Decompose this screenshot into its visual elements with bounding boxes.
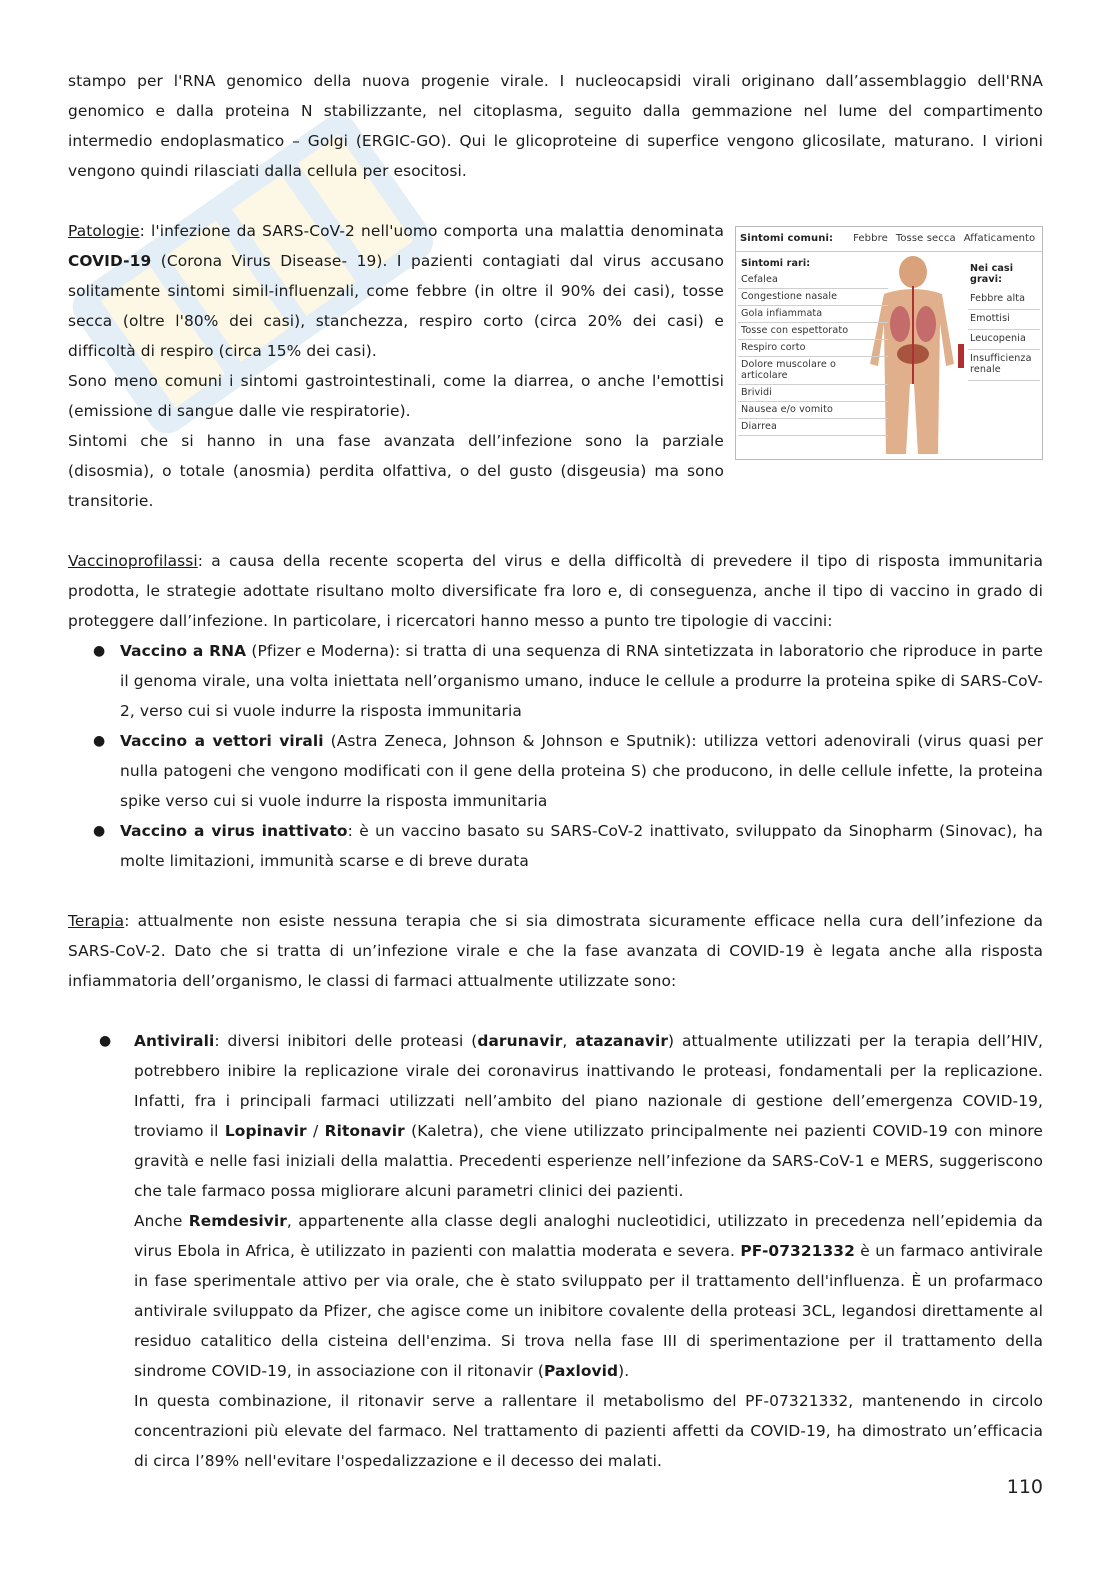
severe-symptoms-list: Nei casi gravi: Febbre alta Emottisi Leucopenia Insufficienza renale: [968, 260, 1040, 381]
rare-symptoms-list: Sintomi rari: Cefalea Congestione nasale Gola infiammata Tosse con espettorato Respiro corto Dolore muscolare o articolare Brividi Nausea e/o vomito Diarrea: [738, 256, 888, 436]
page-number: 110: [1006, 1476, 1043, 1498]
intro-paragraph: stampo per l'RNA genomico della nuova progenie virale. I nucleocapsidi virali originano dall’assemblaggio dell'RNA genomico e dalla proteina N stabilizzante, nel citoplasma, seguito dalla gemmazione nel lume del compartimento intermedio endoplasmatico – Golgi (ERGIC-GO). Qui le glicoproteine di superfice vengono glicosilate, maturano. I virioni vengono quindi rilasciati dalla cellula per esocitosi.: [68, 72, 1043, 180]
vaccino-paragraph: Vaccinoprofilassi: a causa della recente scoperta del virus e della difficoltà di prevedere il tipo di risposta immunitaria prodotta, le strategie adottate risultano molto diversificate fra loro e, di conseguenza, anche il tipo di vaccino in grado di proteggere dall’infezione. In particolare, i ricercatori hanno messo a punto tre tipologie di vaccini:: [68, 552, 1043, 630]
list-item: ● Vaccino a RNA (Pfizer e Moderna): si tratta di una sequenza di RNA sintetizzata in laboratorio che riproduce in parte il genoma virale, una volta iniettata nell’organismo umano, induce le cellule a produrre la proteina spike di SARS-CoV-2, verso cui si vuole indurre la risposta immunitaria: [93, 642, 1044, 720]
list-item: ● Vaccino a vettori virali (Astra Zeneca, Johnson & Johnson e Sputnik): utilizza vettori adenovirali (virus quasi per nulla patogeni che vengono modificati con il gene della proteina S) che producono, in delle cellule infette, la proteina spike verso cui si vuole indurre la risposta immunitaria: [93, 732, 1043, 810]
patologie-heading: Patologie: [68, 222, 140, 240]
common-symptoms-row: Sintomi comuni: Febbre Tosse secca Affaticamento: [736, 227, 1042, 252]
document-page: [68, 66, 1043, 1476]
symptoms-figure: [735, 226, 1043, 460]
terapia-paragraph: Terapia: attualmente non esiste nessuna terapia che si sia dimostrata sicuramente efficace nella cura dell’infezione da SARS-CoV-2. Dato che si tratta di un’infezione virale e che la fase avanzata di COVID-19 è legata anche alla risposta infiammatoria dell’organismo, le classi di farmaci attualmente utilizzate sono:: [68, 912, 1043, 990]
patologie-paragraph-2: Sono meno comuni i sintomi gastrointestinali, come la diarrea, o anche l'emottisi (emissione di sangue dalle vie respiratorie).: [68, 372, 724, 420]
vaccine-list: [68, 636, 1043, 876]
list-item: ● Antivirali: diversi inibitori delle proteasi (darunavir, atazanavir) attualmente utilizzati per la terapia dell’HIV, potrebbero inibire la replicazione virale dei coronavirus inattivando le proteasi, fondamentali per la replicazione. Infatti, fra i principali farmaci utilizzati nell’ambito del piano nazionale di gestione dell’emergenza COVID-19, troviamo il Lopinavir / Ritonavir (Kaletra), che viene utilizzato principalmente nei pazienti COVID-19 con minore gravità e nelle fasi iniziali della malattia. Precedenti esperienze nell’infezione da SARS-CoV-1 e MERS, suggeriscono che tale farmaco possa migliorare alcuni parametri clinici dei pazienti. Anche Remdesivir, appartenente alla classe degli analoghi nucleotidici, utilizzato in precedenza nell’epidemia da virus Ebola in Africa, è utilizzato in pazienti con malattia moderata e severa. PF-07321332 è un farmaco antivirale in fase sperimentale attivo per via orale, che è stato sviluppato per il trattamento dell'influenza. È un profarmaco antivirale sviluppato da Pfizer, che agisce come un inibitore covalente della proteasi 3CL, legandosi direttamente al residuo catalitico della cisteina dell'enzima. Si trova nella fase III di sperimentazione per il trattamento della sindrome COVID-19, in associazione con il ritonavir (Paxlovid). In questa combinazione, il ritonavir serve a rallentare il metabolismo del PF-07321332, mantenendo in circolo concentrazioni più elevate del farmaco. Nel trattamento di pazienti affetti da COVID-19, ha dimostrato un’efficacia di circa l’89% nell'evitare l'ospedalizzazione e il decesso dei malati.: [99, 1032, 1044, 1470]
patologie-paragraph-3: Sintomi che si hanno in una fase avanzata dell’infezione sono la parziale (disosmia), o totale (anosmia) perdita olfattiva, o del gusto (disgeusia) ma sono transitorie.: [68, 432, 724, 510]
therapy-list: [68, 1026, 1043, 1476]
list-item: ● Vaccino a virus inattivato: è un vaccino basato su SARS-CoV-2 inattivato, sviluppato da Sinopharm (Sinovac), ha molte limitazioni, immunità scarse e di breve durata: [93, 822, 1044, 870]
section-patologie: [68, 216, 1043, 516]
vaccino-heading: Vaccinoprofilassi: [68, 552, 198, 570]
patologie-paragraph: Patologie: l'infezione da SARS-CoV-2 nell'uomo comporta una malattia denominata COVID-19 (Corona Virus Disease- 19). I pazienti contagiati dal virus accusano solitamente sintomi simil-influenzali, come febbre (in oltre il 90% dei casi), tosse secca (oltre l'80% dei casi), stanchezza, respiro corto (circa 20% dei casi) e difficoltà di respiro (circa 15% dei casi).: [68, 222, 724, 360]
terapia-heading: Terapia: [68, 912, 125, 930]
